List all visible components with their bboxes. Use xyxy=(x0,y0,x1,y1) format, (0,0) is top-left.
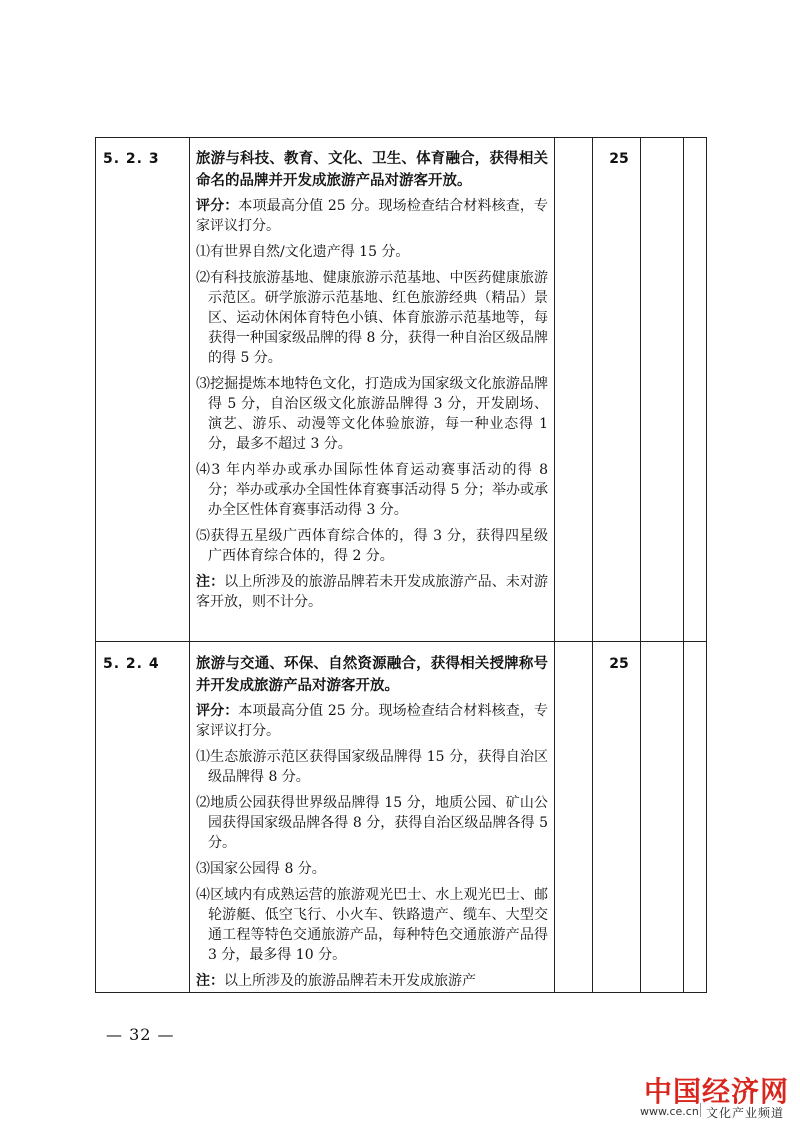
watermark-logo: 中国经济网 xyxy=(644,1075,790,1108)
criterion-item: ⑷区域内有成熟运营的旅游观光巴士、水上观光巴士、邮轮游艇、低空飞行、小火车、铁路遗产、缆车、大型交通工程等特色交通旅游产品，每种特色交通旅游产品得 3 分，最多得 10 分。 xyxy=(196,887,548,963)
criterion-item: ⑶挖掘提炼本地特色文化，打造成为国家级文化旅游品牌得 5 分，自治区级文化旅游品牌得 3 分，开发剧场、演艺、游乐、动漫等文化体验旅游，每一种业态得 1 分，最多不超过 3 分。 xyxy=(196,376,548,452)
criterion-item: ⑴有世界自然/文化遗产得 15 分。 xyxy=(196,244,410,260)
column-border xyxy=(592,137,593,993)
criterion-item: ⑵地质公园获得世界级品牌得 15 分，地质公园、矿山公园获得国家级品牌各得 8 分，获得自治区级品牌各得 5 分。 xyxy=(196,795,548,851)
criterion-item: ⑸获得五星级广西体育综合体的，得 3 分，获得四星级广西体育综合体的，得 2 分。 xyxy=(196,528,548,564)
item-title: 旅游与交通、环保、自然资源融合，获得相关授牌称号并开发成旅游产品对游客开放。 xyxy=(196,656,548,694)
scoring-text: 本项最高分值 25 分。现场检查结合材料核查，专家评议打分。 xyxy=(196,703,549,739)
item-title: 旅游与科技、教育、文化、卫生、体育融合，获得相关命名的品牌并开发成旅游产品对游客开放。 xyxy=(196,151,548,189)
page-number: — 32 — xyxy=(106,1025,175,1044)
note xyxy=(196,971,548,991)
criterion-item: ⑷3 年内举办或承办国际性体育运动赛事活动的得 8 分；举办或承办全国性体育赛事活动得 5 分；举办或承办全区性体育赛事活动得 3 分。 xyxy=(196,462,548,518)
note-label: 注： xyxy=(196,574,225,590)
note-text: 以上所涉及的旅游品牌若未开发成旅游产品、未对游客开放，则不计分。 xyxy=(196,574,549,610)
scoring-rule xyxy=(196,701,548,741)
watermark-url: www.ce.cn xyxy=(640,1105,699,1118)
item-score: 25 xyxy=(609,656,629,672)
item-code: 5. 2. 4 xyxy=(103,656,160,672)
item-score: 25 xyxy=(609,151,629,167)
watermark-channel: 文化产业频道 xyxy=(706,1106,785,1120)
watermark-divider xyxy=(700,1103,701,1117)
column-border xyxy=(706,137,707,993)
column-border xyxy=(640,137,641,993)
column-border xyxy=(554,137,555,993)
column-border xyxy=(95,137,96,993)
scoring-text: 本项最高分值 25 分。现场检查结合材料核查，专家评议打分。 xyxy=(196,198,549,234)
row-divider xyxy=(95,641,707,642)
note xyxy=(196,572,548,612)
item-code: 5. 2. 3 xyxy=(103,151,160,167)
criterion-item: ⑴生态旅游示范区获得国家级品牌得 15 分，获得自治区级品牌得 8 分。 xyxy=(196,749,548,785)
scoring-label: 评分： xyxy=(196,198,239,214)
criterion-item: ⑶国家公园得 8 分。 xyxy=(196,861,326,877)
column-border xyxy=(189,137,190,993)
scoring-table xyxy=(95,137,707,993)
column-border xyxy=(683,137,684,993)
item-content xyxy=(196,148,548,618)
table-top-border xyxy=(95,137,707,138)
scoring-rule xyxy=(196,196,548,236)
note-text: 以上所涉及的旅游品牌若未开发成旅游产 xyxy=(224,973,476,989)
note-label: 注： xyxy=(196,973,224,989)
scoring-label: 评分： xyxy=(196,703,239,719)
criterion-item: ⑵有科技旅游基地、健康旅游示范基地、中医药健康旅游示范区。研学旅游示范基地、红色旅游经典（精品）景区、运动休闲体育特色小镇、体育旅游示范基地等，每获得一种国家级品牌的得 8 分，获得一种自治区级品牌的得 5 分。 xyxy=(196,270,548,366)
item-content xyxy=(196,653,548,997)
